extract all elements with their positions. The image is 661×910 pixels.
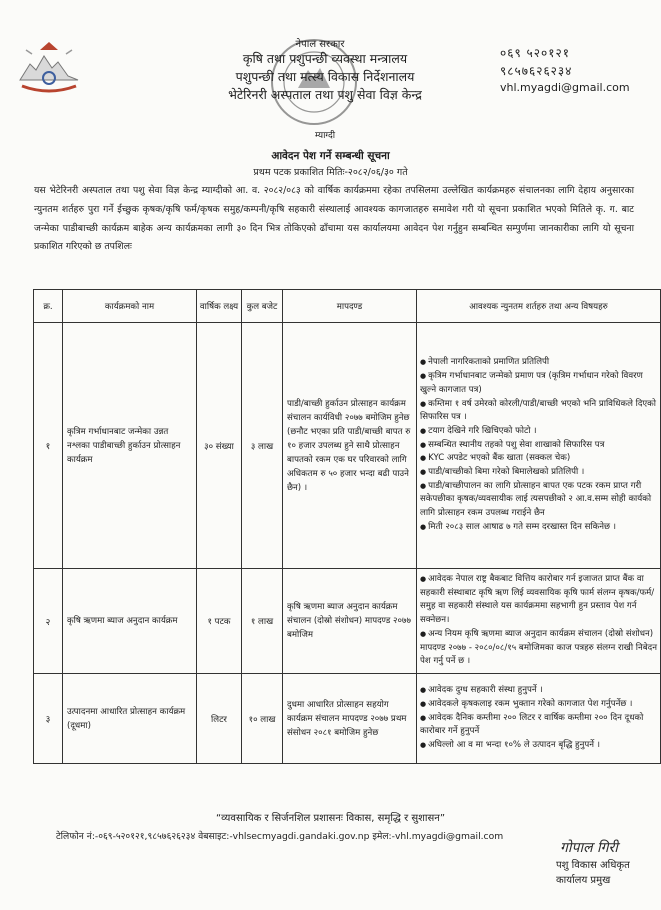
department-name: पशुपन्छी तथा मत्स्य विकास निर्देशनालय [235,69,415,84]
bullet-icon: ● [420,440,427,449]
requirement-item: ● अन्य नियम कृषि ऋणमा ब्याज अनुदान कार्यक्रम संचालन (दोस्रो संशोधन) मापदण्ड २०७७ - २०८०/०८/१५ बमोजिमका काज पत्रहरु संलग्न राखी निबेदन पेश गर्नु पर्ने छ । [420,628,658,667]
ministry-name: कृषि तथा पशुपन्छी व्यवस्था मन्त्रालय [242,51,408,66]
signer-designation: पशु विकास अधिकृत [556,860,630,871]
bullet-icon: ● [420,426,427,435]
requirement-item: ● आवेदक दुग्ध सहकारी संस्था हुनुपर्ने । [420,685,543,696]
col-serial: क्र. [34,290,63,323]
total-budget: ३ लाख [242,323,283,569]
requirement-item: ● अघिल्लो आ व मा भन्दा १०% ले उत्पादन बृद्धि हुनुपर्ने । [420,740,601,751]
bullet-icon: ● [420,481,427,490]
col-requirements: आवश्यक न्युनतम शर्तहरु तथा अन्य विषयहरु [417,290,661,323]
requirements-list [417,674,661,764]
programme-name: कृत्रिम गर्भाधानबाट जन्मेका उन्नत नश्लका पाडीबाच्छी हुर्काउन प्रोत्साहन कार्यक्रम [63,323,197,569]
table-row [34,569,661,674]
bullet-icon: ● [420,629,427,638]
criteria: दुधमा आधारित प्रोत्साहन सहयोग कार्यक्रम संचालन मापदण्ड २०७७ प्रथम संसोधन २०८१ बमोजिम हुनेछ [283,674,417,764]
requirement-item: ● टयाग देखिने गरि खिचिएको फोटो । [420,425,537,436]
requirement-item: ● मिती २०८३ साल आषाढ ७ गते सम्म दरखास्त दिन सकिनेछ । [420,521,617,532]
requirement-item: ● नेपाली नागरिकताको प्रमाणित प्रतिलिपी [420,357,550,368]
bullet-icon: ● [420,372,427,381]
email-address: vhl.myagdi@gmail.com [500,81,630,94]
bullet-icon: ● [420,358,427,367]
requirement-item: ● आवेदकले कृषकलाइ रकम भुक्तान गरेको कागजात पेश गर्नुपर्नेछ । [420,698,633,709]
bullet-icon: ● [420,699,427,708]
bullet-icon: ● [420,522,427,531]
signature: गोपाल गिरी [560,840,618,856]
total-budget: १ लाख [242,569,283,674]
notice-title: आवेदन पेश गर्ने सम्बन्धी सूचना [271,150,390,162]
table-header-row [34,290,661,323]
requirements-list [417,569,661,674]
requirement-item: ● कम्तिमा १ वर्ष उमेरको कोरली/पाडी/बाच्छी भएको भनि प्राविधिकले दिएको सिफारिस पत्र । [420,398,656,423]
mobile-number: ९८५७६२६२३४ [500,64,573,78]
bullet-icon: ● [420,686,427,695]
government-name: नेपाल सरकार [295,39,345,50]
contact-info: टेलिफोन नं:-०६९-५२०१२१,९८५७६२६२३४ वेबसाइट:-vhlsecmyagdi.gandaki.gov.np इमेल:-vhl.myagdi@gmail.com [56,831,504,842]
row-serial: १ [34,323,63,569]
criteria: कृषि ऋणमा ब्याज अनुदान कार्यक्रम संचालन (दोस्रो संशोधन) मापदण्ड २०७७ बमोजिम [283,569,417,674]
slogan: “व्यवसायिक र सिर्जनशिल प्रशासनः विकास, समृद्धि र सुशासन” [215,813,446,824]
requirement-item: ● KYC अपडेट भएको बैंक खाता (सक्कल चेक) [420,453,571,464]
requirements-list [417,323,661,569]
col-criteria: मापदण्ड [283,290,417,323]
requirement-item: ● पाडी/बाच्छीपालन का लागि प्रोत्साहन बापत एक पटक रकम प्राप्त गरी सकेपछीका कृषक/व्यवसायीक लाई त्यसपछीको २ आ.व.सम्म सोही कार्यको लागि प्रोत्साहन रकम उपलब्ध गराईने छैन [420,480,652,519]
table-row [34,674,661,764]
table-row [34,323,661,569]
bullet-icon: ● [420,468,427,477]
bullet-icon: ● [420,454,427,463]
signer-role: कार्यालय प्रमुख [556,875,611,886]
phone-number: ०६९ ५२०१२१ [500,46,570,60]
annual-target: लिटर [197,674,242,764]
col-programme-name: कार्यक्रमको नाम [63,290,197,323]
programme-name: उत्पादनमा आधारित प्रोत्साहन कार्यक्रम (दूधमा) [63,674,197,764]
office-name: भेटेरिनरी अस्पताल तथा पशु सेवा विज्ञ केन्द्र [228,87,422,102]
total-budget: १० लाख [242,674,283,764]
notice-intro: यस भेटेरिनरी अस्पताल तथा पशु सेवा विज्ञ केन्द्र म्याग्दीको आ. व. २०८२/०८३ को वार्षिक कार्यक्रममा रहेका तपसिलमा उल्लेखित कार्यक्रमहरु संचालनका लागि देहाय अनुसारका न्युनतम शर्तहरु पुरा गर्ने ईच्छुक कृषक/कृषि फर्म/कृषक समुह/कम्पनी/कृषि सहकारी संस्थालाई आवश्यक कागजातहरु समावेश गरी यो सूचना प्रकाशित भएको मितिले कृ. ग. बाट जन्मेका पाडीबाच्छी कार्यक्रम बाहेक अन्य कार्यक्रमका लागी ३० दिन भित्र तोकिएको ढाँचामा यस कार्यालयमा आवेदन पेश गर्नुहुन सम्बन्धित सम्पुर्णमा जानकारीका लागि यो सूचना प्रकाशित गरिएको छ तपशिलः [34,185,634,253]
programme-table [33,289,661,764]
annual-target: १ पटक [197,569,242,674]
requirement-item: ● पाडी/बाच्छीको बिमा गरेको बिमालेखको प्रतिलिपी । [420,467,585,478]
publish-date: प्रथम पटक प्रकाशित मितिः-२०८२/०६/३० गते [253,167,408,178]
col-annual-target: वार्षिक लक्ष्य [197,290,242,323]
programme-name: कृषि ऋणमा ब्याज अनुदान कार्यक्रम [63,569,197,674]
bullet-icon: ● [420,741,427,750]
requirement-item: ● आवेदक दैनिक कम्तीमा २०० लिटर र वार्षिक कम्तीमा २०० दिन दूधको कारोबार गर्ने हुनुपर्ने [420,712,644,737]
bullet-icon: ● [420,399,427,408]
row-serial: ३ [34,674,63,764]
requirement-item: ● आवेदक नेपाल राष्ट्र बैकबाट वित्तिय कारोबार गर्न इजाजत प्राप्त बैंक वा सहकारी संस्थाबाट कृषि ऋण लिई व्यवसायिक कृषि फार्म संलग्न कृषक/फर्म/समुह वा सहकारी संस्थाले यस कार्यक्रममा सहभागी हुन प्रस्ताव पेश गर्न सक्नेछन। [420,574,655,626]
district-name: म्याग्दी [314,131,336,141]
annual-target: ३० संख्या [197,323,242,569]
requirement-item: ● सम्बन्धित स्थानीय तहको पशु सेवा शाखाको सिफारिस पत्र [420,439,605,450]
requirement-item: ● कृत्रिम गर्भाधानबाट जन्मेको प्रमाण पत्र (कृत्रिम गर्भाधान गरेको विवरण खुल्ने कागजात पत्र) [420,371,643,395]
criteria: पाडी/बाच्छी हुर्काउन प्रोत्साहन कार्यक्रम संचालन कार्यविधी २०७७ बमोजिम हुनेछ (छनौट भएका प्रति पाडी/बाच्छी बापत रु १० हजार उपलब्ध हुने साथै प्रोत्साहन बापतको रकम एक घर परिवारको लागि अधिकतम रु ५० हजार भन्दा बढी पाउने छैन) । [283,323,417,569]
bullet-icon: ● [420,713,427,722]
bullet-icon: ● [420,575,427,584]
col-total-budget: कुल बजेट [242,290,283,323]
nepal-emblem-icon [16,40,82,98]
row-serial: २ [34,569,63,674]
